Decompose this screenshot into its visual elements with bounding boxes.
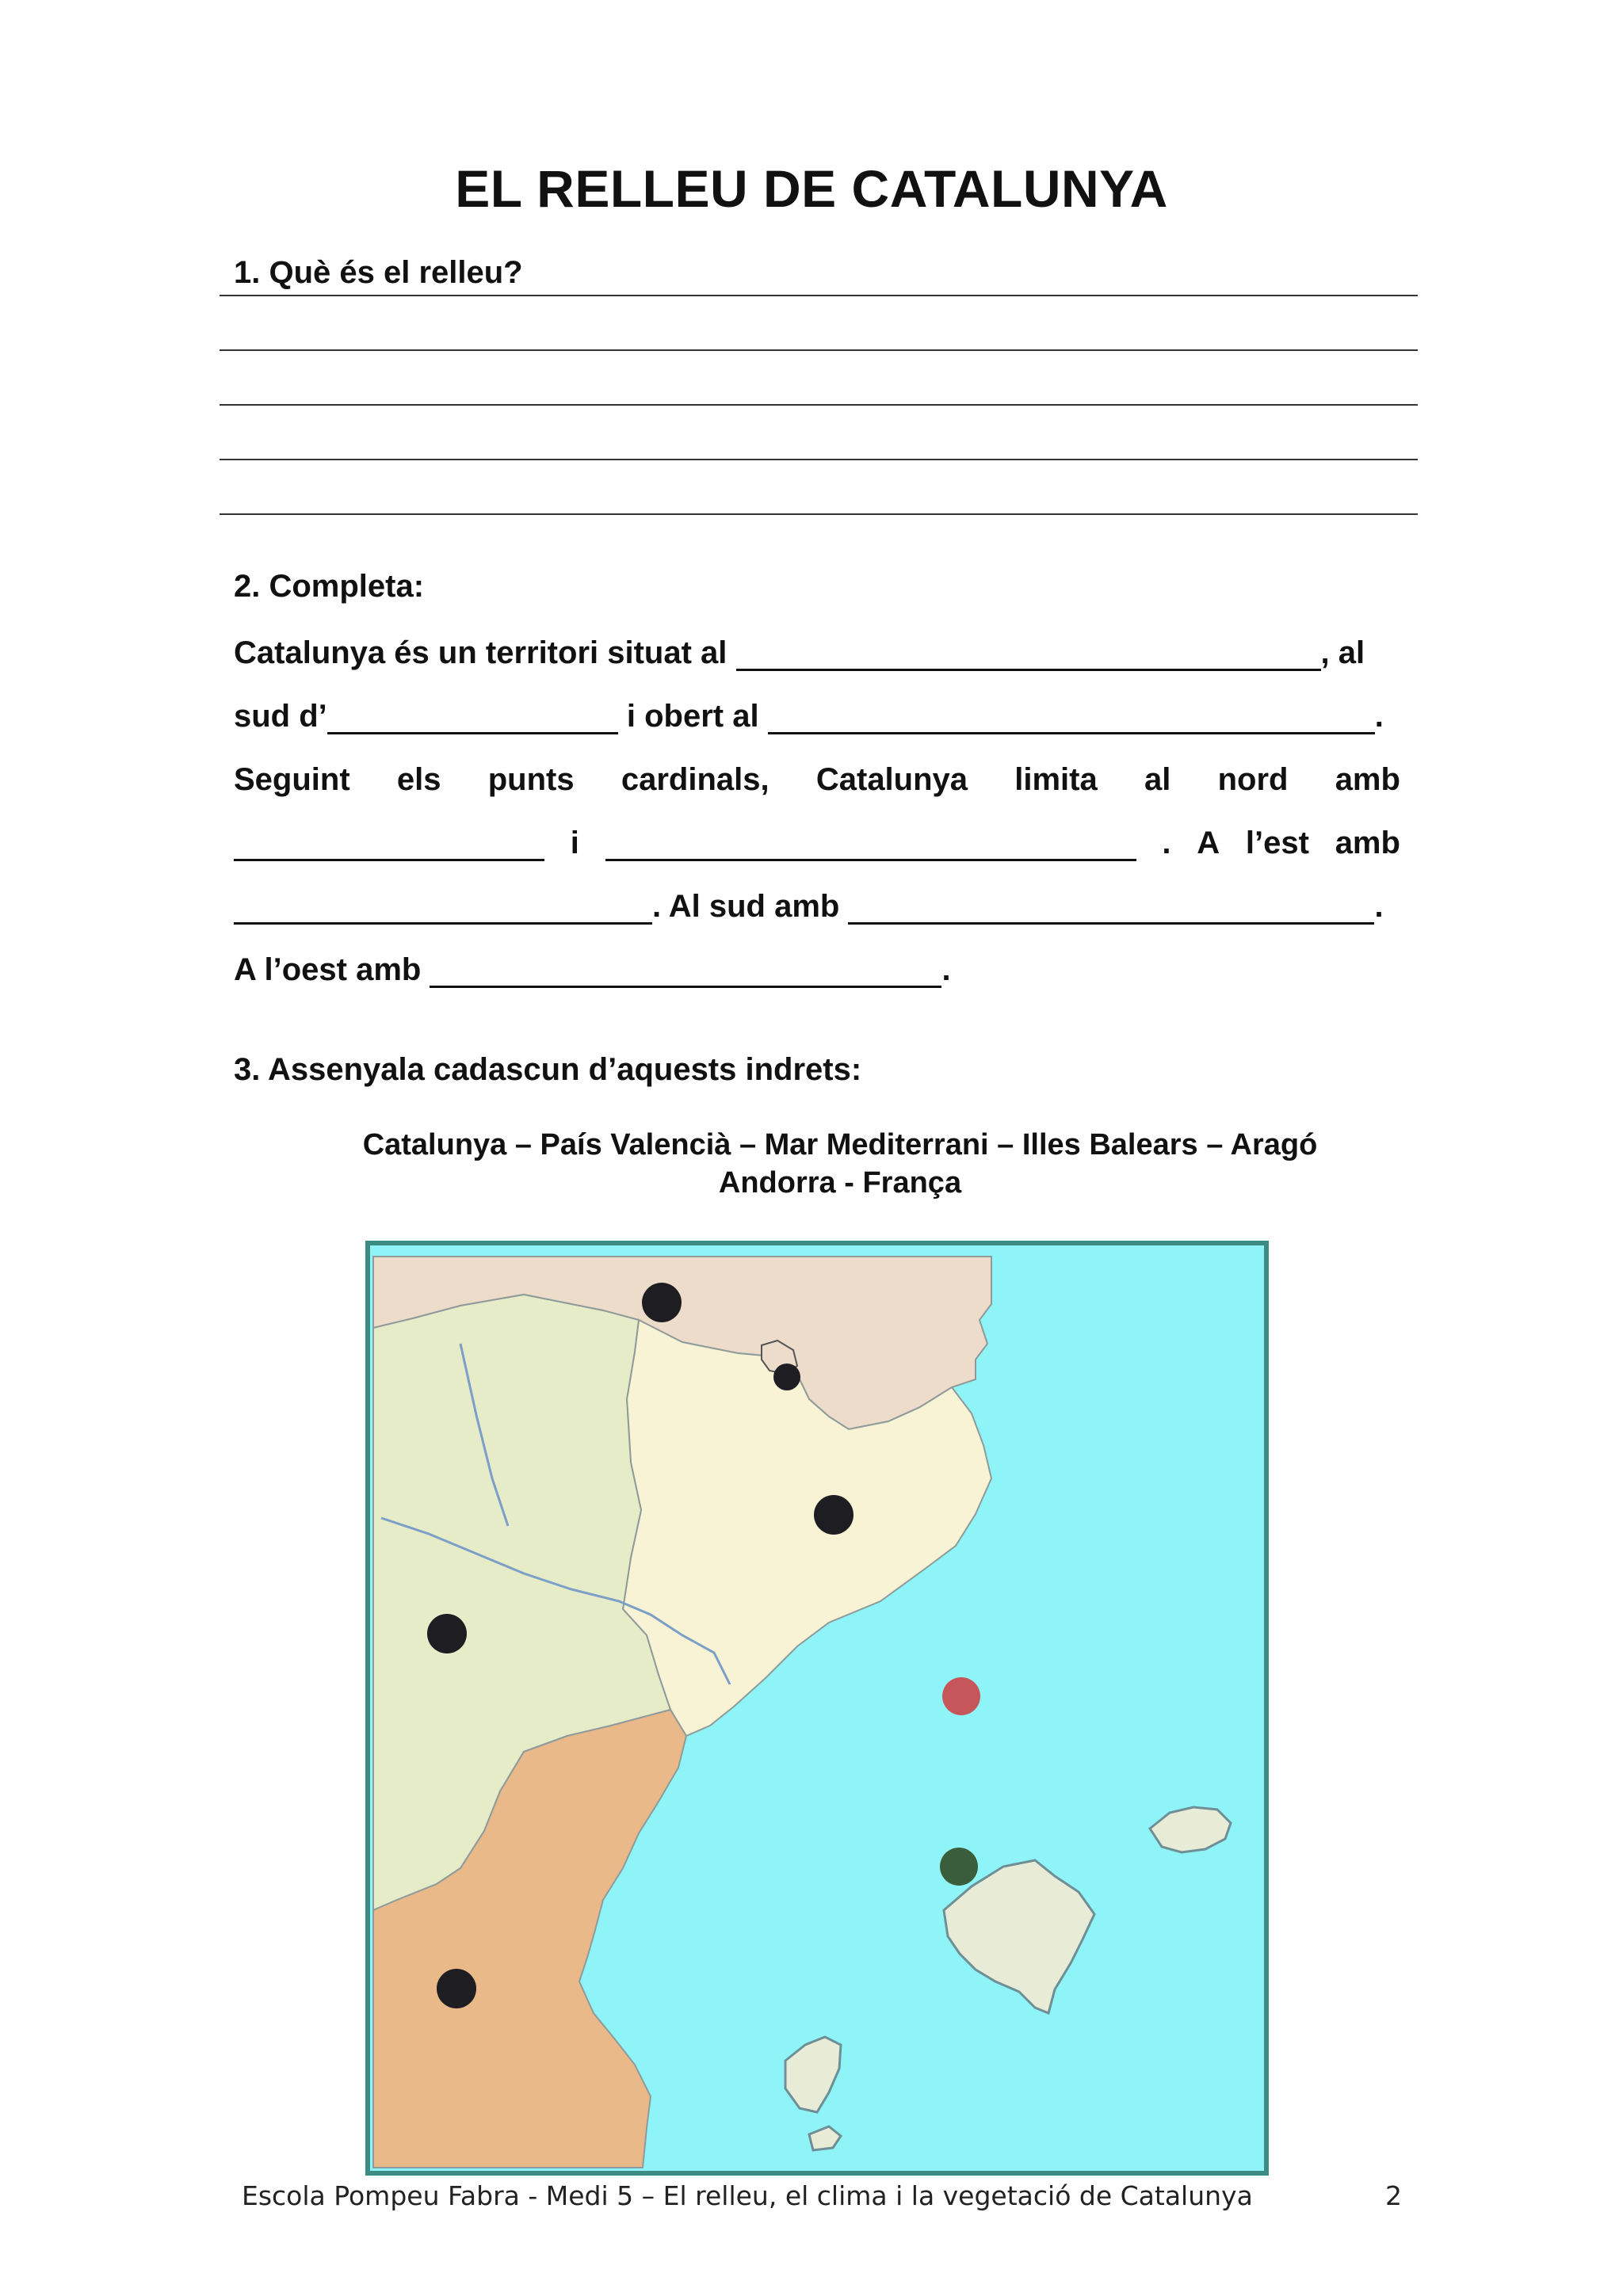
marker-mar-mediterrani[interactable] bbox=[942, 1677, 980, 1715]
text-fragment: els bbox=[396, 762, 441, 797]
text-fragment: cardinals, bbox=[621, 762, 769, 797]
text-fragment: amb bbox=[1335, 762, 1400, 797]
completion-line-2 bbox=[234, 699, 1400, 734]
blank-situated[interactable] bbox=[736, 640, 1321, 671]
blank-open-to[interactable] bbox=[768, 704, 1375, 734]
blank-north-2[interactable] bbox=[605, 830, 1136, 861]
blank-south[interactable] bbox=[848, 894, 1374, 925]
text-fragment: . bbox=[1162, 826, 1171, 860]
places-list-line-1: Catalunya – País Valencià – Mar Mediterrani – Illes Balears – Aragó bbox=[362, 1128, 1318, 1161]
answer-line-4[interactable] bbox=[220, 459, 1418, 460]
marker-france[interactable] bbox=[642, 1283, 682, 1322]
text-fragment: Catalunya bbox=[815, 762, 968, 797]
text-fragment: A l’oest amb bbox=[234, 952, 430, 987]
text-fragment: i bbox=[570, 826, 579, 860]
places-list-line-2: Andorra - França bbox=[718, 1166, 962, 1199]
completion-line-5 bbox=[234, 889, 1400, 925]
text-fragment: , al bbox=[1320, 635, 1365, 670]
blank-north-1[interactable] bbox=[234, 830, 544, 861]
marker-pais-valencia[interactable] bbox=[437, 1969, 476, 2008]
page-number: 2 bbox=[1385, 2180, 1402, 2211]
text-fragment: . bbox=[1374, 889, 1384, 924]
text-fragment: nord bbox=[1217, 762, 1289, 797]
marker-catalunya[interactable] bbox=[814, 1495, 854, 1535]
question-1-label: 1. Què és el relleu? bbox=[234, 255, 523, 290]
completion-line-4 bbox=[234, 826, 1400, 861]
text-fragment: limita bbox=[1014, 762, 1098, 797]
completion-line-6 bbox=[234, 952, 1400, 988]
text-fragment: punts bbox=[487, 762, 575, 797]
map-svg bbox=[365, 1241, 1269, 2176]
blank-west[interactable] bbox=[430, 957, 941, 988]
answer-line-1[interactable] bbox=[220, 295, 1418, 296]
completion-line-3 bbox=[234, 762, 1400, 798]
text-fragment: A bbox=[1197, 826, 1220, 860]
text-fragment: Seguint bbox=[234, 762, 350, 797]
text-fragment: . bbox=[1374, 699, 1384, 734]
map-figure bbox=[365, 1241, 1269, 2176]
marker-illes-balears[interactable] bbox=[940, 1848, 978, 1886]
page-title: EL RELLEU DE CATALUNYA bbox=[455, 159, 1168, 218]
text-fragment: l’est bbox=[1245, 826, 1309, 860]
marker-arago[interactable] bbox=[427, 1614, 467, 1653]
text-fragment: al bbox=[1144, 762, 1171, 797]
text-fragment: amb bbox=[1335, 826, 1400, 860]
answer-line-2[interactable] bbox=[220, 349, 1418, 351]
answer-line-3[interactable] bbox=[220, 404, 1418, 406]
text-fragment: . bbox=[941, 952, 951, 987]
blank-east[interactable] bbox=[234, 894, 652, 925]
question-2-label: 2. Completa: bbox=[234, 569, 425, 604]
footer-text: Escola Pompeu Fabra - Medi 5 – El relleu, el clima i la vegetació de Catalunya bbox=[242, 2180, 1253, 2211]
blank-south-of[interactable] bbox=[327, 704, 618, 734]
text-fragment: sud d’ bbox=[234, 699, 327, 734]
text-fragment: Catalunya és un territori situat al bbox=[234, 635, 736, 670]
answer-line-5[interactable] bbox=[220, 513, 1418, 515]
completion-line-1 bbox=[234, 635, 1400, 671]
marker-andorra[interactable] bbox=[773, 1363, 800, 1390]
question-3-label: 3. Assenyala cadascun d’aquests indrets: bbox=[234, 1052, 862, 1087]
text-fragment: . Al sud amb bbox=[652, 889, 849, 924]
text-fragment: i obert al bbox=[617, 699, 768, 734]
